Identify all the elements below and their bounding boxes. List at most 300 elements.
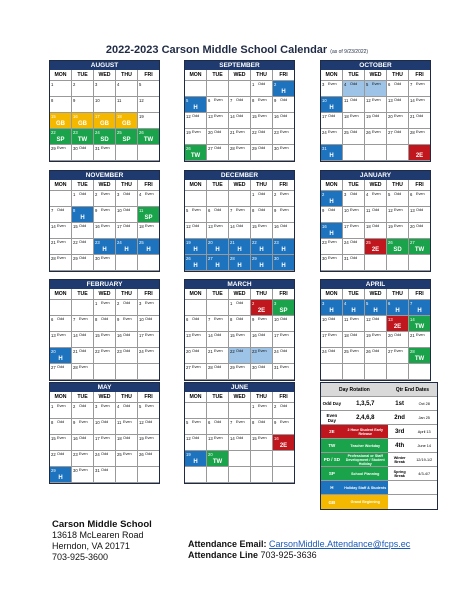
day-number: 14 [410,98,415,103]
day-type: Odd [145,317,153,321]
day-cell [94,451,116,467]
day-cell [251,113,273,129]
day-cell [185,419,207,435]
legend-table [320,382,438,510]
day-type: Even [145,436,154,440]
weekday-header [50,289,159,300]
day-cell [207,207,229,223]
day-cell [343,300,365,316]
day-cell [365,97,387,113]
day-number: 12 [366,98,371,103]
day-number: 17 [322,333,327,338]
day-number: 12 [366,317,371,322]
day-cell [50,364,72,380]
day-code: H [237,263,242,269]
day-type: Odd [280,349,288,353]
day-type: Even [192,365,201,369]
day-cell [251,332,273,348]
day-type: Even [328,130,337,134]
day-cell [229,113,251,129]
day-type: Even [57,256,66,260]
legend-quarter: 4th [395,442,405,449]
day-cell [72,255,94,271]
day-number: 11 [117,98,122,103]
month-june [184,382,295,484]
day-number: 20 [51,349,56,354]
weekday-label: FRI [273,289,294,300]
legend-head-rotation: Day Rotation [339,386,370,393]
week-row [185,316,294,332]
day-number: 9 [274,208,277,213]
month-header: JUNE [185,383,294,392]
day-type: Even [192,420,201,424]
day-cell [343,207,365,223]
week-row [185,419,294,435]
day-type: Odd [280,317,288,321]
day-number: 1 [95,301,98,306]
day-cell [365,255,387,271]
day-cell [207,467,229,483]
day-type: Odd [123,436,131,440]
day-cell [50,348,72,364]
day-cell [251,145,273,161]
day-cell [321,316,343,332]
day-type: Even [328,240,337,244]
day-cell [365,223,387,239]
day-code: H [80,215,85,221]
legend-key: Odd Day [322,401,342,406]
day-cell [72,223,94,239]
day-type: Odd [79,146,87,150]
day-code: TW [190,153,201,159]
day-number: 8 [51,420,54,425]
day-cell [50,403,72,419]
day-number: 22 [73,240,78,245]
day-type: Even [350,349,359,353]
day-cell [387,129,409,145]
day-cell [116,145,138,161]
day-type: Even [258,404,267,408]
day-type: Odd [236,98,244,102]
day-code: H [215,263,220,269]
day-type: Odd [350,240,358,244]
day-code: H [281,263,286,269]
weekday-label: MON [185,289,207,300]
day-cell [409,364,430,380]
weekday-label: FRI [273,392,294,403]
day-type: Odd [280,404,288,408]
day-cell [387,191,409,207]
legend-value: Teacher Workday [343,439,388,452]
day-type: Even [145,333,154,337]
week-row [185,113,294,129]
day-number: 13 [208,224,213,229]
day-cell [207,239,229,255]
day-number: 22 [252,240,257,245]
legend-date: April 13 [417,429,431,434]
day-type: Even [145,301,154,305]
day-number: 12 [186,224,191,229]
weekday-label: THU [116,70,138,81]
day-cell [72,364,94,380]
day-code: H [329,105,334,111]
day-number: 26 [366,130,371,135]
day-type: Odd [192,317,200,321]
weekday-label: MON [185,392,207,403]
weekday-label: THU [116,392,138,403]
day-type: Even [79,365,88,369]
day-cell [229,97,251,113]
day-type: Odd [394,98,402,102]
day-number: 28 [410,349,415,354]
day-type: Odd [394,82,402,86]
day-number: 5 [139,404,142,409]
day-number: 26 [186,146,191,151]
day-cell [409,300,430,316]
day-type: Odd [416,114,424,118]
day-cell [387,332,409,348]
day-type: Even [258,436,267,440]
day-cell [409,145,430,161]
day-number: 16 [95,224,100,229]
day-cell [273,364,294,380]
day-cell [409,81,430,97]
weekday-label: WED [229,289,251,300]
day-number: 16 [73,114,78,119]
day-type: Odd [57,317,65,321]
weekday-label: WED [229,180,251,191]
day-number: 27 [208,256,213,261]
week-row [185,191,294,207]
weekday-label: THU [251,70,273,81]
day-number: 14 [230,224,235,229]
day-cell [343,113,365,129]
legend-key: TW [321,439,343,452]
day-number: 29 [230,365,235,370]
day-type: Even [236,130,245,134]
day-number: 5 [366,82,369,87]
week-row [50,451,159,467]
day-number: 15 [95,333,100,338]
day-cell [50,467,72,483]
day-cell [207,332,229,348]
day-cell [94,364,116,380]
month-february [49,279,160,381]
day-cell [409,316,430,332]
attendance-contact [188,539,410,561]
day-number: 16 [274,224,279,229]
day-cell [72,113,94,129]
day-number: 7 [230,98,233,103]
day-number: 28 [230,256,235,261]
day-number: 14 [230,114,235,119]
day-cell [207,348,229,364]
day-type: Even [214,436,223,440]
day-number: 9 [73,420,76,425]
day-type: Even [145,224,154,228]
day-number: 25 [117,130,122,135]
day-cell [251,300,273,316]
day-code: H [417,308,422,314]
day-number: 24 [322,349,327,354]
day-number: 29 [252,256,257,261]
day-type: Odd [79,192,87,196]
day-number: 27 [410,240,415,245]
week-row [185,239,294,255]
day-cell [273,316,294,332]
day-number: 20 [388,114,393,119]
weekday-label: MON [50,180,72,191]
day-number: 27 [208,146,213,151]
day-number: 28 [410,130,415,135]
day-number: 19 [139,436,144,441]
day-number: 8 [95,317,98,322]
legend-value: Grand Beginning [343,495,388,509]
day-number: 5 [388,192,391,197]
day-number: 9 [274,98,277,103]
day-cell [94,97,116,113]
day-type: Even [57,404,66,408]
day-cell [138,207,159,223]
weekday-label: WED [365,70,387,81]
day-number: 30 [322,256,327,261]
attendance-email-link[interactable]: CarsonMiddle.Attendance@fcps.ec [269,539,411,549]
day-cell [185,364,207,380]
day-cell [229,364,251,380]
day-type: Even [79,468,88,472]
day-type: Even [280,146,289,150]
day-cell [229,239,251,255]
week-row [321,332,430,348]
day-cell [273,239,294,255]
day-number: 12 [388,208,393,213]
day-number: 28 [51,256,56,261]
day-cell [185,207,207,223]
day-cell [229,300,251,316]
day-code: H [58,475,63,481]
day-cell [116,348,138,364]
day-type: Odd [394,192,402,196]
day-number: 6 [410,192,413,197]
day-cell [343,332,365,348]
weekday-label: MON [185,70,207,81]
day-type: Odd [79,256,87,260]
day-cell [185,239,207,255]
day-cell [138,451,159,467]
week-row [185,129,294,145]
day-cell [409,129,430,145]
day-cell [365,145,387,161]
month-december [184,170,295,272]
weekday-header [321,70,430,81]
weekday-label: FRI [273,70,294,81]
day-cell [50,300,72,316]
day-number: 31 [95,468,100,473]
day-number: 23 [252,349,257,354]
day-type: Odd [350,256,358,260]
week-row [185,300,294,316]
day-cell [321,81,343,97]
month-august [49,60,160,162]
day-type: Odd [280,98,288,102]
day-cell [387,239,409,255]
week-row [321,81,430,97]
day-cell [343,223,365,239]
day-code: 2E [415,153,424,159]
day-number: 15 [252,436,257,441]
day-cell [72,207,94,223]
day-number: 1 [230,301,233,306]
day-number: 24 [139,349,144,354]
day-cell [273,348,294,364]
day-type: Odd [214,130,222,134]
day-cell [273,129,294,145]
day-cell [229,81,251,97]
day-number: 3 [95,404,98,409]
day-cell [116,316,138,332]
day-number: 22 [252,130,257,135]
day-type: Odd [258,82,266,86]
day-cell [50,113,72,129]
weekday-label: TUE [72,180,94,191]
week-row [50,239,159,255]
day-cell [273,403,294,419]
weekday-label: WED [229,392,251,403]
week-row [185,81,294,97]
day-cell [343,97,365,113]
day-cell [321,129,343,145]
day-number: 19 [186,130,191,135]
day-type: Odd [372,349,380,353]
day-type: Even [236,146,245,150]
day-type: Even [101,192,110,196]
day-type: Even [236,420,245,424]
day-type: Odd [79,333,87,337]
day-cell [229,451,251,467]
day-number: 18 [344,114,349,119]
day-number: 10 [344,208,349,213]
day-number: 10 [117,208,122,213]
day-type: Odd [192,349,200,353]
day-number: 22 [51,452,56,457]
day-type: Odd [57,420,65,424]
weekday-label: MON [50,70,72,81]
week-row [321,364,430,380]
email-label: Attendance Email: [188,539,267,549]
day-number: 22 [230,349,235,354]
day-type: Even [416,82,425,86]
day-code: TW [414,247,425,253]
legend-key: PD / SD [321,453,343,466]
weekday-header [321,180,430,191]
day-type: Even [57,224,66,228]
month-header: MARCH [185,280,294,289]
day-code: SD [100,137,109,143]
day-number: 20 [208,240,213,245]
weekday-header [50,180,159,191]
day-cell [365,348,387,364]
day-cell [321,364,343,380]
day-number: 26 [388,240,393,245]
week-row [321,316,430,332]
day-cell [207,129,229,145]
day-cell [273,255,294,271]
day-cell [207,364,229,380]
day-type: Even [350,224,359,228]
day-type: Odd [350,333,358,337]
week-row [185,207,294,223]
day-code: TW [212,459,223,465]
day-cell [321,191,343,207]
day-type: Even [394,208,403,212]
week-row [185,97,294,113]
week-row [50,316,159,332]
day-number: 30 [274,146,279,151]
day-cell [273,145,294,161]
day-cell [72,145,94,161]
day-cell [94,145,116,161]
weekday-label: TUE [72,289,94,300]
day-number: 8 [230,317,233,322]
day-cell [116,113,138,129]
week-row [185,451,294,467]
day-type: Even [79,317,88,321]
day-number: 11 [344,317,349,322]
school-city: Herndon, VA 20171 [52,541,130,551]
day-code: H [102,247,107,253]
day-number: 23 [73,130,78,135]
day-code: H [193,247,198,253]
day-number: 10 [139,317,144,322]
day-cell [343,364,365,380]
week-row [185,364,294,380]
day-type: Even [214,98,223,102]
day-number: 17 [322,114,327,119]
week-row [321,129,430,145]
day-cell [343,348,365,364]
day-cell [365,300,387,316]
day-cell [72,191,94,207]
day-cell [72,348,94,364]
day-cell [207,97,229,113]
day-type: Odd [79,224,87,228]
day-cell [138,129,159,145]
day-type: Odd [57,365,65,369]
day-cell [94,300,116,316]
attendance-phone: 703-925-3636 [260,550,317,560]
day-number: 9 [252,317,255,322]
day-number: 7 [73,317,76,322]
day-number: 21 [73,349,78,354]
day-type: Even [101,404,110,408]
day-cell [251,97,273,113]
day-cell [229,403,251,419]
day-number: 13 [410,208,415,213]
school-info [52,519,152,563]
day-cell [321,145,343,161]
day-cell [207,81,229,97]
day-type: Even [328,333,337,337]
month-header: DECEMBER [185,171,294,180]
legend-quarter: 3rd [394,428,405,435]
day-type: Odd [416,208,424,212]
day-cell [185,467,207,483]
week-row [50,332,159,348]
day-type: Even [101,208,110,212]
day-cell [251,223,273,239]
day-cell [207,435,229,451]
month-header: AUGUST [50,61,159,70]
